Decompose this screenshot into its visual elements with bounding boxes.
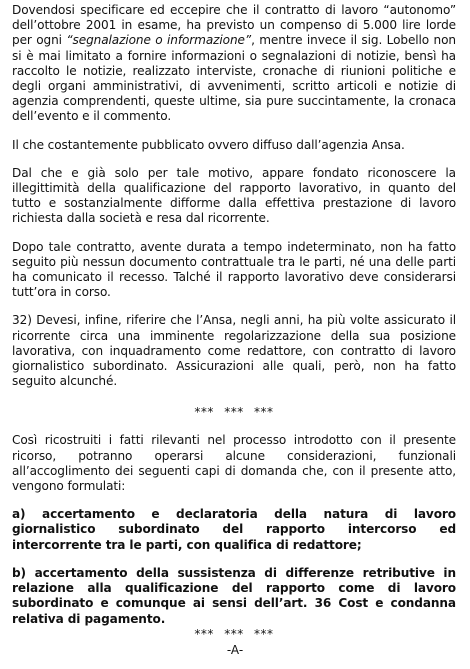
section-separator: *** *** ***: [194, 405, 274, 420]
paragraph-contract-terms-end: , mentre invece il sig. Lobello non si è mai limitato a fornire informazioni o segnalazioni di notizie, bensì ha raccolto le notizie, realizzato interviste, cronache di riunioni politiche e degli organi amministrativi, di avvenimenti, scritto articoli e notizie di agenzia comprendenti, queste ultime, sia pure succintamente, la cronaca dell’evento e il commento.: [12, 33, 456, 124]
paragraph-32-assurances: 32) Devesi, infine, riferire che l’Ansa, negli anni, ha più volte assicurato il ricorrente circa una imminente regolarizzazione della sua posizione lavorativa, con inquadramento come redattore, con contratto di lavoro giornalistico subordinato. Assicurazioni alle quali, però, non ha fatto seguito alcunché.: [12, 313, 456, 389]
quoted-term: “segnalazione o informazione”: [66, 33, 252, 48]
demand-b: b) accertamento della sussistenza di differenze retributive in relazione alla qualificazione del rapporto come di lavoro subordinato e comunque ai sensi dell’art. 36 Cost e condanna relativa di pagamento.: [12, 565, 456, 626]
page-number: -A-: [226, 643, 244, 657]
paragraph-contract-duration: Dopo tale contratto, avente durata a tempo indeterminato, non ha fatto seguito più nessun documento contrattuale tra le parti, né una delle parti ha comunicato il recesso. Talché il rapporto lavorativo deve considerarsi tutt’ora in corso.: [12, 239, 456, 300]
closing-separator: *** *** ***: [194, 626, 274, 641]
paragraph-publication: Il che costantemente pubblicato ovvero diffuso dall’agenzia Ansa.: [12, 137, 405, 152]
demands-list: [12, 507, 456, 626]
paragraph-contract-terms-start: Dovendosi specificare ed eccepire che il contratto di lavoro “autonomo” dell’ottobre 2001 in esame, ha previsto un compenso di 5.000 lire lorde per ogni: [12, 3, 456, 48]
paragraph-illegitimacy: Dal che e già solo per tale motivo, appare fondato riconoscere la illegittimità della qualificazione del rapporto lavorativo, in quanto del tutto e sostanzialmente difforme dalla effettiva prestazione di lavoro richiesta dalla società e resa dal ricorrente.: [12, 165, 456, 226]
paragraph-contract-terms: [12, 3, 456, 125]
paragraph-reconstruction: Così ricostruiti i fatti rilevanti nel processo introdotto con il presente ricorso, potranno operarsi alcune considerazioni, funzionali all’accoglimento dei seguenti capi di domanda che, con il presente atto, vengono formulati:: [12, 433, 456, 494]
document-page: [12, 3, 456, 642]
demand-a: a) accertamento e declaratoria della natura di lavoro giornalistico subordinato del rapporto intercorso ed intercorrente tra le parti, con qualifica di redattore;: [12, 507, 456, 552]
